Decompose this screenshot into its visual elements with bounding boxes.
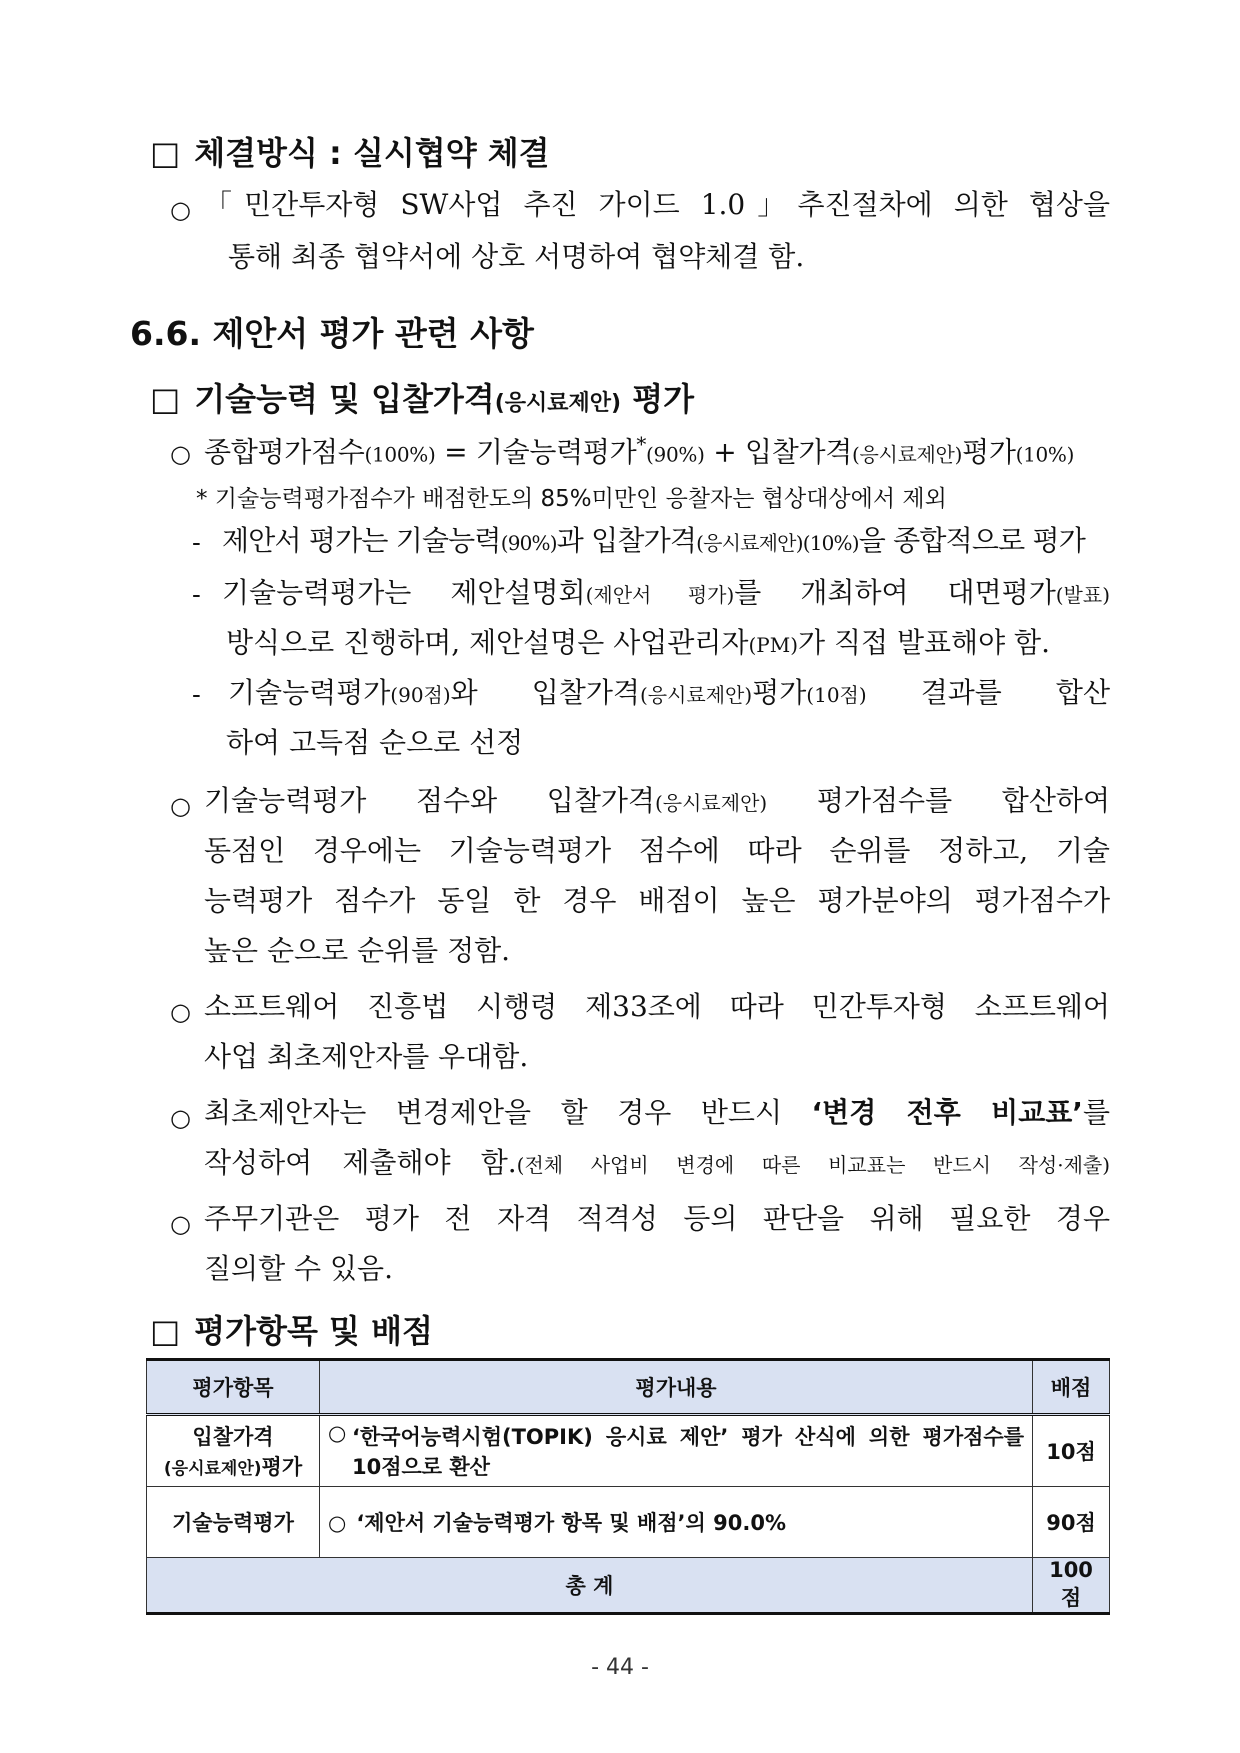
dash-bullet-icon: -	[192, 680, 201, 710]
dash-line: 하여 고득점 순으로 선정	[226, 726, 524, 759]
heading-contract-method	[150, 128, 550, 174]
paragraph-line: 사업 최초제안자를 우대함.	[204, 1040, 529, 1073]
circle-bullet-icon: ○	[170, 792, 191, 820]
circle-bullet-icon: ○	[328, 1421, 347, 1445]
paragraph-line: 기술능력평가 점수와 입찰가격(응시료제안) 평가점수를 합산하여	[204, 784, 1110, 817]
content-cell: ○ ‘제안서 기술능력평가 항목 및 배점’의 90.0%	[320, 1487, 1033, 1558]
paragraph-line: 최초제안자는 변경제안을 할 경우 반드시 ‘변경 전후 비교표’를	[204, 1096, 1111, 1129]
total-score: 100점	[1033, 1558, 1110, 1614]
score-cell: 10점	[1033, 1415, 1110, 1487]
heading-evaluation: □ 기술능력 및 입찰가격(응시료제안) 평가	[150, 380, 695, 418]
content-cell: ○ ‘한국어능력시험(TOPIK) 응시료 제안’ 평가 산식에 의한 평가점수를 10점으로 환산	[320, 1415, 1033, 1487]
total-label: 총 계	[147, 1558, 1033, 1614]
circle-bullet-icon: ○	[170, 1210, 191, 1238]
dash-bullet-icon: -	[192, 580, 201, 610]
page-number: - 44 -	[591, 1655, 649, 1680]
dash-line: 기술능력평가는 제안설명회(제안서 평가)를 개최하여 대면평가(발표)	[222, 576, 1110, 609]
heading-text: 체결방식 : 실시협약 체결	[194, 134, 550, 172]
paragraph-line: 소프트웨어 진흥법 시행령 제33조에 따라 민간투자형 소프트웨어	[204, 990, 1110, 1023]
circle-bullet-icon: ○	[170, 998, 191, 1026]
square-bullet-icon: □	[150, 134, 181, 172]
header-cell: 평가내용	[320, 1360, 1033, 1415]
circle-bullet-icon: ○	[170, 440, 191, 468]
heading-score-items: □ 평가항목 및 배점	[150, 1312, 433, 1350]
paragraph-line: 「민간투자형 SW사업 추진 가이드 1.0」추진절차에 의한 협상을	[204, 188, 1110, 221]
square-bullet-icon: □	[150, 1312, 181, 1350]
dash-line: 제안서 평가는 기술능력(90%)과 입찰가격(응시료제안)(10%)을 종합적으로 평가	[222, 524, 1085, 557]
circle-bullet-icon: ○	[170, 196, 191, 224]
score-table	[146, 1358, 1110, 1615]
dash-line: 방식으로 진행하며, 제안설명은 사업관리자(PM)가 직접 발표해야 함.	[226, 626, 1051, 659]
header-cell: 배점	[1033, 1360, 1110, 1415]
item-cell: 입찰가격 (응시료제안)평가	[147, 1415, 320, 1487]
table-row	[147, 1487, 1110, 1558]
table-total-row	[147, 1558, 1110, 1614]
table-row	[147, 1415, 1110, 1487]
square-bullet-icon: □	[150, 380, 181, 418]
paragraph-line: 주무기관은 평가 전 자격 적격성 등의 판단을 위해 필요한 경우	[204, 1202, 1110, 1235]
paragraph-line: 통해 최종 협약서에 상호 서명하여 협약체결 함.	[228, 240, 805, 273]
paragraph-line: 높은 순으로 순위를 정함.	[204, 934, 511, 967]
dash-line: 기술능력평가(90점)와 입찰가격(응시료제안)평가(10점) 결과를 합산	[228, 676, 1110, 709]
section-title: 6.6. 제안서 평가 관련 사항	[130, 314, 534, 353]
dash-bullet-icon: -	[192, 528, 201, 558]
paragraph-line: 동점인 경우에는 기술능력평가 점수에 따라 순위를 정하고, 기술	[204, 834, 1110, 867]
header-cell: 평가항목	[147, 1360, 320, 1415]
paragraph-line: 능력평가 점수가 동일 한 경우 배점이 높은 평가분야의 평가점수가	[204, 884, 1110, 917]
circle-bullet-icon: ○	[170, 1104, 191, 1132]
paragraph-line: 질의할 수 있음.	[204, 1252, 393, 1285]
paragraph-line: 작성하여 제출해야 함.(전체 사업비 변경에 따른 비교표는 반드시 작성·제출)	[204, 1146, 1111, 1179]
circle-bullet-icon: ○	[328, 1511, 347, 1535]
table-header-row	[147, 1360, 1110, 1415]
footnote: * 기술능력평가점수가 배점한도의 85%미만인 응찰자는 협상대상에서 제외	[196, 486, 947, 512]
score-cell: 90점	[1033, 1487, 1110, 1558]
item-cell: 기술능력평가	[147, 1487, 320, 1558]
formula-line: 종합평가점수(100%) = 기술능력평가*(90%) + 입찰가격(응시료제안)평가(10%)	[204, 432, 1075, 469]
